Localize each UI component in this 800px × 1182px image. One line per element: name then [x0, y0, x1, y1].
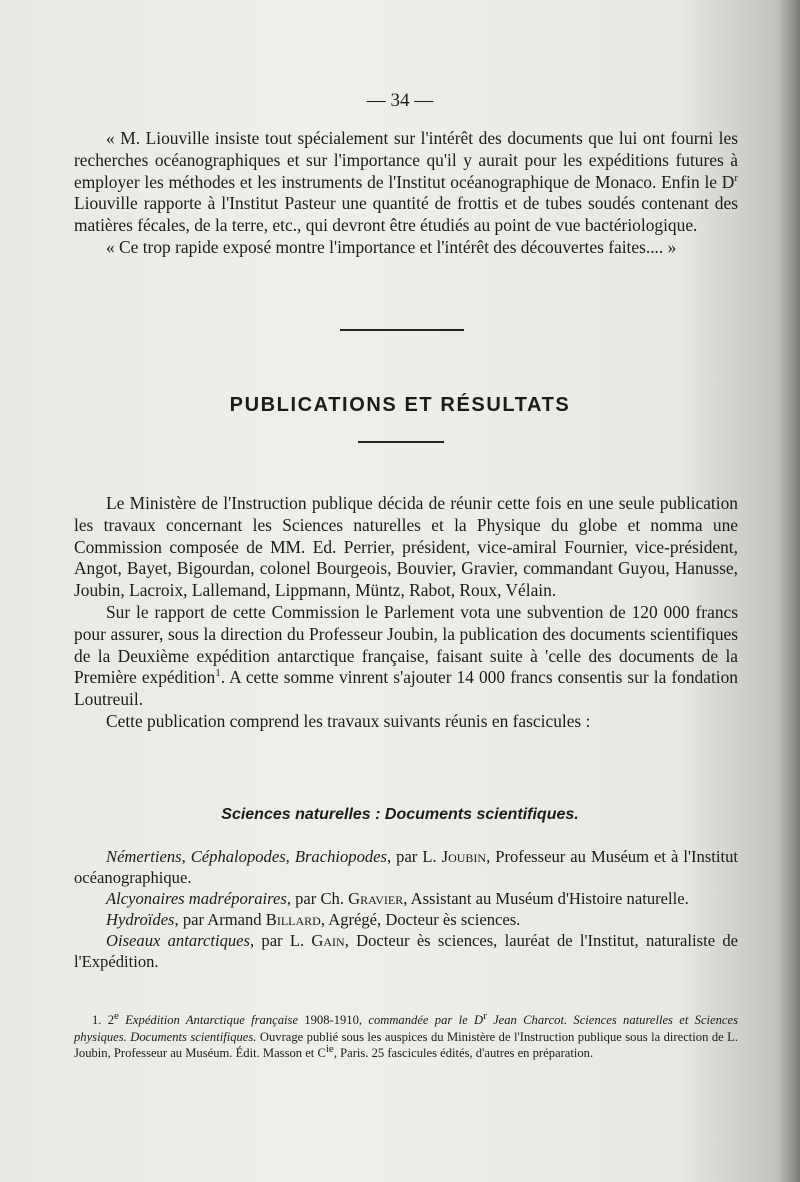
footnote-text: 1. 2e Expédition Antarctique française 1908-1910, commandée par le $D^r$ Jean Charcot. Sciences naturelles et Sciences physiques. Documents scientifiques. Ouvrage publié sous les auspices du Ministère de l'Instruction publique sous la direction de L. Joubin, Professeur au Muséum. Édit. Masson et $C^{ie}$, Paris. 25 fascicules édités, d'autres en préparation.: [74, 1009, 738, 1061]
page-edge-shadow: [778, 0, 800, 1182]
list-item: Hydroïdes, par Armand Billard, Agrégé, Docteur ès sciences.: [106, 910, 521, 929]
quote-paragraph: « M. Liouville insiste tout spécialement sur l'intérêt des documents que lui ont fourni les recherches océanographiques et sur l'importance qu'il y aurait pour les expéditions futures à employer les méthodes et les instruments de l'Institut océanographique de Monaco. Enfin le $D^r$ Liouville rapporte à l'Institut Pasteur une quantité de frottis et de tubes soudés contenant des matières fécales, de la terre, etc., qui devront être étudiés au point de vue bactériologique.: [74, 128, 738, 236]
section-heading: PUBLICATIONS ET RÉSULTATS: [229, 394, 571, 416]
body-paragraph: Le Ministère de l'Instruction publique décida de réunir cette fois en une seule publication les travaux concernant les Sciences naturelles et la Physique du globe et nomma une Commission composée de MM. Ed. Perrier, président, vice-amiral Fournier, vice-président, Angot, Bayet, Bigourdan, colonel Bourgeois, Bouvier, Gravier, commandant Guyou, Hanusse, Joubin, Lacroix, Lallemand, Lippmann, Müntz, Rabot, Roux, Vélain.: [74, 493, 738, 601]
list-item: Alcyonaires madréporaires, par Ch. Gravier, Assistant au Muséum d'Histoire naturelle.: [106, 889, 689, 908]
page-number: — 34 —: [366, 90, 434, 111]
body-text: [74, 493, 738, 733]
divider-rule: [358, 441, 444, 443]
publication-list: [74, 846, 738, 972]
body-paragraph: Sur le rapport de cette Commission le Parlement vota une subvention de 120 000 francs pour assurer, sous la direction du Professeur Joubin, la publication des documents scientifiques de la Deuxième expédition antarctique française, faisant suite à 'celle des documents de la Première expédition$^1$. A cette somme vinrent s'ajouter 14 000 francs consentis sur la fondation Loutreuil.: [74, 601, 738, 710]
divider-rule: [340, 329, 464, 331]
quote-paragraph-conclusion: « Ce trop rapide exposé montre l'importance et l'intérêt des découvertes faites.... »: [106, 236, 677, 257]
list-item: Némertiens, Céphalopodes, Brachiopodes, par L. Joubin, Professeur au Muséum et à l'Institut océanographique.: [74, 847, 738, 887]
footnote: [74, 1009, 738, 1062]
list-item: Oiseaux antarctiques, par L. Gain, Docteur ès sciences, lauréat de l'Institut, naturaliste de l'Expédition.: [74, 931, 738, 971]
subsection-heading: Sciences naturelles : Documents scientifiques.: [221, 806, 579, 823]
quote-block: [74, 128, 738, 259]
body-paragraph: Cette publication comprend les travaux suivants réunis en fascicules :: [106, 710, 591, 731]
